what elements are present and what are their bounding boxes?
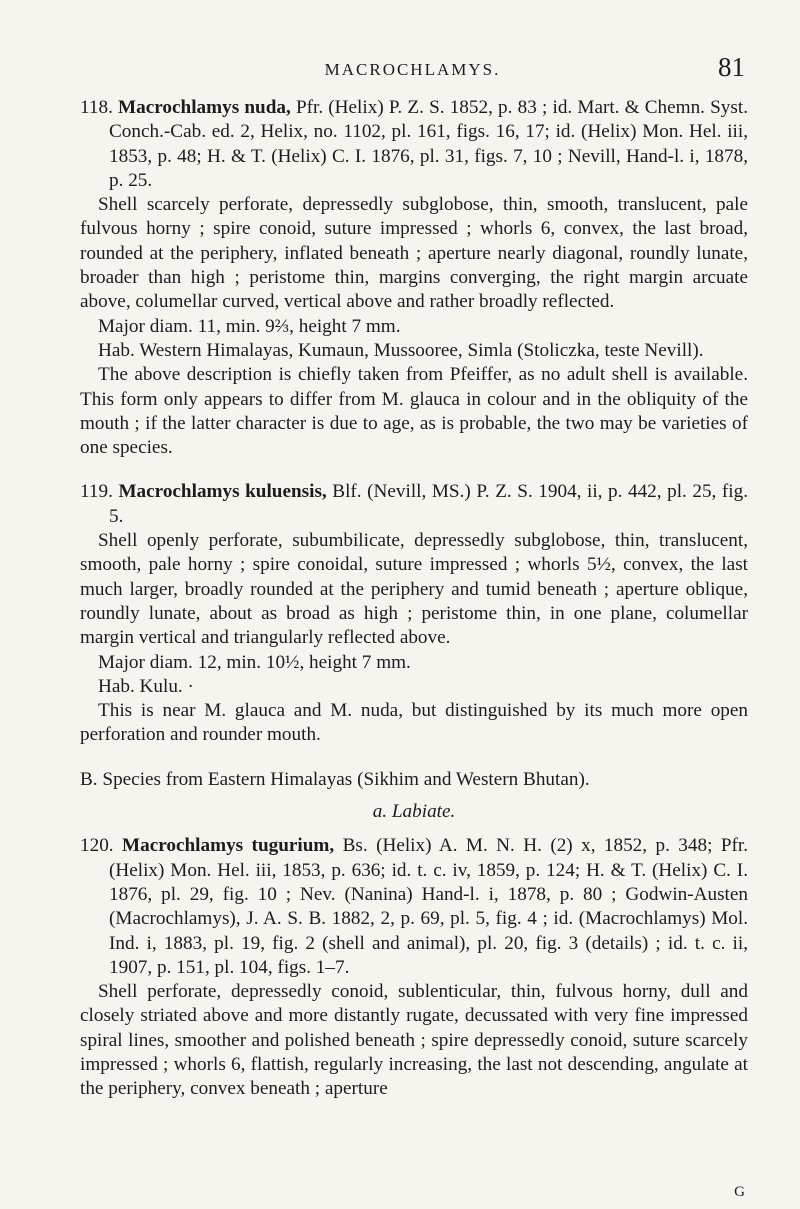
description: Shell scarcely perforate, depressedly subglobose, thin, smooth, translucent, pale fulvous horny ; spire conoid, suture impressed ; whorls 6, convex, the last broad, rounded at the periphery, inflated beneath ; aperture nearly diagonal, roundly lunate, broader than high ; peristome thin, margins converging, the right margin arcuate above, columellar curved, vertical above and rather broadly reflected. (80, 194, 748, 313)
spacer (80, 792, 748, 800)
remarks: This is near M. glauca and M. nuda, but distinguished by its much more open perforation and rounder mouth. (80, 700, 748, 746)
citation: Pfr. (Helix) P. Z. S. 1852, p. 83 ; id. Mart. & Chemn. Syst. Conch.-Cab. ed. 2, Helix, no. 1102, pl. 161, figs. 16, 17; id. (Helix) Mon. Hel. iii, 1853, p. 48; H. & T. (Helix) C. I. 1876, pl. 31, figs. 7, 10 ; Nevill, Hand-l. i, 1878, p. 25. (109, 97, 748, 191)
running-title: MACROCHLAMYS. (324, 60, 501, 79)
description: Shell openly perforate, subumbilicate, depressedly subglobose, thin, translucent, smooth, pale horny ; spire conoidal, suture impressed ; whorls 5½, convex, the last much larger, broadly rounded at the periphery and tumid beneath ; aperture oblique, roundly lunate, about as broad as high ; peristome thin, in one plane, columellar margin vertical and triangularly reflected above. (80, 530, 748, 649)
citation: Bs. (Helix) A. M. N. H. (2) x, 1852, p. 348; Pfr. (Helix) Mon. Hel. iii, 1853, p. 636; id. t. c. iv, 1859, p. 124; H. & T. (Helix) C. I. 1876, pl. 29, fig. 10 ; Nev. (Nanina) Hand-l. i, 1878, p. 80 ; Godwin-Austen (Macrochlamys), J. A. S. B. 1882, 2, p. 69, pl. 5, fig. 4 ; id. (Macrochlamys) Mol. Ind. i, 1883, pl. 19, fig. 2 (shell and animal), pl. 20, fig. 3 (details) ; id. t. c. ii, 1907, p. 151, pl. 104, figs. 1–7. (109, 835, 749, 978)
remarks: The above description is chiefly taken from Pfeiffer, as no adult shell is available. This form only appears to differ from M. glauca in colour and in the obliquity of the mouth ; if the latter character is due to age, as is probable, the two may be varieties of one species. (80, 364, 748, 459)
habitat: Hab. Western Himalayas, Kumaun, Mussooree, Simla (Stoliczka, teste Nevill). (98, 339, 704, 361)
signature-mark: G (734, 1184, 745, 1200)
spacer (80, 748, 748, 768)
entry-number: 119. (80, 481, 113, 503)
measurements: Major diam. 12, min. 10½, height 7 mm. (98, 651, 411, 673)
species-name: Macrochlamys tugurium, (122, 835, 335, 857)
spacer (80, 460, 748, 480)
species-entry-118 (80, 96, 748, 193)
species-entry-119 (80, 480, 748, 529)
section-heading: B. Species from Eastern Himalayas (Sikhim and Western Bhutan). (80, 768, 590, 790)
entry-number: 118. (80, 97, 113, 118)
species-entry-120 (80, 834, 748, 980)
description: Shell perforate, depressedly conoid, sublenticular, thin, fulvous horny, dull and closely striated above and more distantly rugate, decussated with very fine impressed spiral lines, smoother and polished beneath ; spire depressedly conoid, suture scarcely impressed ; whorls 6, flattish, regularly increasing, the last not descending, angulate at the periphery, convex beneath ; aperture (80, 981, 748, 1100)
page-number: 81 (718, 52, 745, 82)
entry-number: 120. (80, 835, 114, 857)
running-head (80, 52, 745, 82)
measurements: Major diam. 11, min. 9⅔, height 7 mm. (98, 315, 401, 337)
habitat: Hab. Kulu. · (98, 675, 194, 697)
species-name: Macrochlamys kuluensis, (118, 481, 327, 503)
citation: Blf. (Nevill, MS.) P. Z. S. 1904, ii, p. 442, pl. 25, fig. 5. (109, 481, 749, 527)
species-name: Macrochlamys nuda, (118, 97, 291, 118)
spacer (80, 824, 748, 834)
subsection-heading: a. Labiate. (372, 801, 456, 823)
page-body (80, 96, 748, 1102)
